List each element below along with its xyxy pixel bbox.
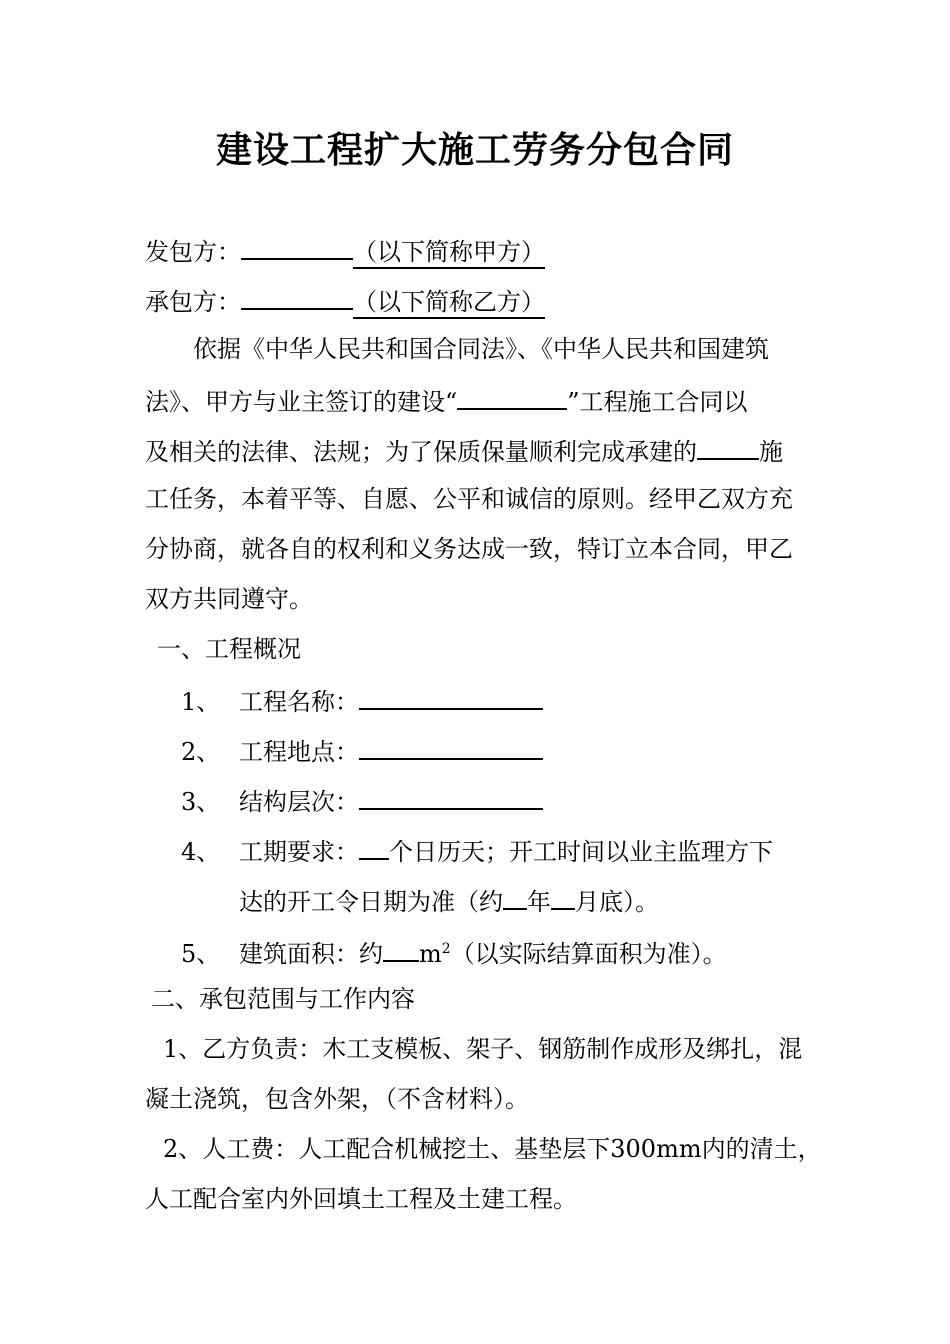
preamble-line-4: 工任务，本着平等、自愿、公平和诚信的原则。经甲乙双方充 [145,485,793,513]
area-unit-superscript: 2 [441,941,451,957]
item-label: 工程名称： [239,688,359,716]
contractor-label: 承包方： [145,288,241,316]
month-blank [551,884,575,910]
contractor-suffix: （以下简称乙方） [353,288,545,319]
overview-item-4 [181,834,773,867]
employer-line [145,234,545,267]
item-text: 个日历天；开工时间以业主监理方下 [389,838,773,866]
employer-blank [241,234,353,260]
contractor-blank [241,284,353,310]
scope-item-2-line-1: 2、人工费：人工配合机械挖土、基垫层下300mm内的清土， [163,1135,822,1163]
document-title: 建设工程扩大施工劳务分包合同 [215,129,734,171]
scope-blank [697,434,759,460]
preamble-line-1: 依据《中华人民共和国合同法》、《中华人民共和国建筑 [193,335,769,363]
scope-item-2-line-2: 人工配合室内外回填土工程及土建工程。 [145,1185,577,1213]
structure-levels-field [359,784,543,810]
overview-item-4-cont [239,884,659,917]
item-number: 4、 [181,838,221,866]
item-text: 达的开工令日期为准（约 [239,888,503,916]
area-blank [383,936,419,962]
item-number: 3、 [181,788,221,816]
overview-item-5 [181,934,727,969]
overview-item-2 [181,734,543,767]
preamble-line-2b: ”工程施工合同以 [567,388,748,416]
preamble-line-6: 双方共同遵守。 [145,585,313,613]
item-label: 建筑面积：约 [239,940,383,968]
project-name-field [359,684,543,710]
employer-label: 发包方： [145,238,241,266]
item-label: 工期要求： [239,838,359,866]
item-text: 年 [527,888,551,916]
preamble-line-2a: 法》、甲方与业主签订的建设“ [145,388,458,416]
item-text: （以实际结算面积为准）。 [450,940,727,968]
project-location-field [359,734,543,760]
preamble-line-3b: 施 [759,438,783,466]
project-name-blank [457,384,567,410]
section-1-heading: 一、工程概况 [157,635,301,663]
scope-item-1-line-1: 1、乙方负责：木工支模板、架子、钢筋制作成形及绑扎，混 [163,1035,803,1063]
area-unit: m [419,940,442,968]
item-number: 1、 [181,688,221,716]
item-label: 工程地点： [239,738,359,766]
overview-item-1 [181,684,543,717]
preamble-line-3 [145,434,783,467]
preamble-line-2 [145,384,748,417]
item-number: 2、 [181,738,221,766]
preamble-line-5: 分协商，就各自的权利和义务达成一致，特订立本合同，甲乙 [145,535,793,563]
scope-item-1-line-2: 凝土浇筑，包含外架，（不含材料）。 [145,1085,529,1113]
year-blank [503,884,527,910]
preamble-line-3a: 及相关的法律、法规；为了保质保量顺利完成承建的 [145,438,697,466]
item-label: 结构层次： [239,788,359,816]
overview-item-3 [181,784,543,817]
item-text: 月底）。 [575,888,659,916]
days-blank [359,834,389,860]
item-number: 5、 [181,940,221,968]
section-2-heading: 二、承包范围与工作内容 [151,985,415,1013]
employer-suffix: （以下简称甲方） [353,238,545,269]
contractor-line [145,284,545,317]
